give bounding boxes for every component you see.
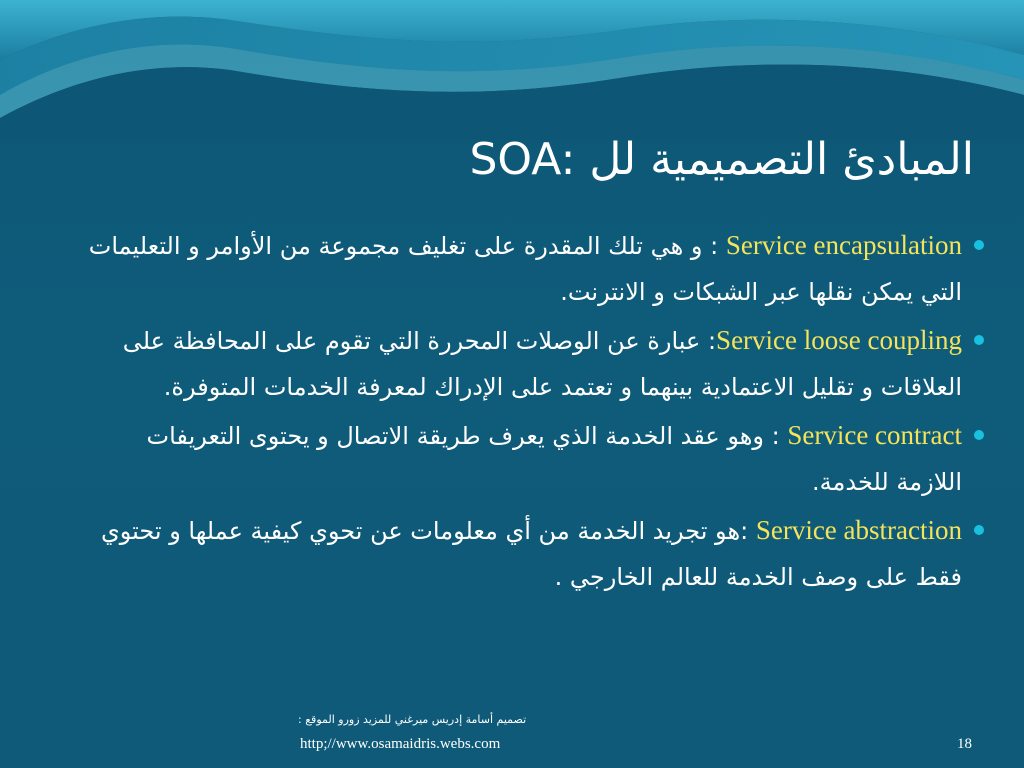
- bullet-text: :هو تجريد الخدمة من أي معلومات عن تحوي كيفية عملها و تحتوي فقط على وصف الخدمة للعالم الخارجي .: [100, 517, 962, 591]
- bullet-term: Service contract: [787, 420, 962, 450]
- bullet-item: [82, 222, 962, 315]
- title-latin: SOA:: [469, 134, 576, 185]
- bullet-text: : وهو عقد الخدمة الذي يعرف طريقة الاتصال و يحتوى التعريفات اللازمة للخدمة.: [146, 422, 962, 496]
- bullet-text: : عبارة عن الوصلات المحررة التي تقوم على المحافظة على العلاقات و تقليل الاعتمادية بينهما و تعتمد على الإدراك لمعرفة الخدمات المتوفرة.: [122, 327, 962, 401]
- header-wave-decoration: [0, 0, 1024, 140]
- footer-url: http;//www.osamaidris.webs.com: [300, 736, 501, 752]
- bullet-term: Service abstraction: [755, 515, 962, 545]
- bullet-list: [82, 222, 962, 602]
- bullet-item: [82, 317, 962, 410]
- bullet-term: Service encapsulation: [725, 230, 962, 260]
- title-arabic: المبادئ التصميمية لل: [589, 134, 974, 185]
- bullet-dot-icon: [974, 430, 984, 440]
- slide-number: 18: [957, 736, 972, 752]
- footer-credit: تصميم أسامة إدريس ميرغني للمزيد زورو الموقع :: [298, 713, 527, 726]
- bullet-item: [82, 507, 962, 600]
- bullet-item: [82, 412, 962, 505]
- bullet-dot-icon: [974, 335, 984, 345]
- slide-title: [74, 120, 974, 200]
- bullet-text: : و هي تلك المقدرة على تغليف مجموعة من الأوامر و التعليمات التي يمكن نقلها عبر الشبكات و الانترنت.: [88, 232, 962, 306]
- bullet-term: Service loose coupling: [716, 325, 962, 355]
- bullet-dot-icon: [974, 240, 984, 250]
- bullet-dot-icon: [974, 525, 984, 535]
